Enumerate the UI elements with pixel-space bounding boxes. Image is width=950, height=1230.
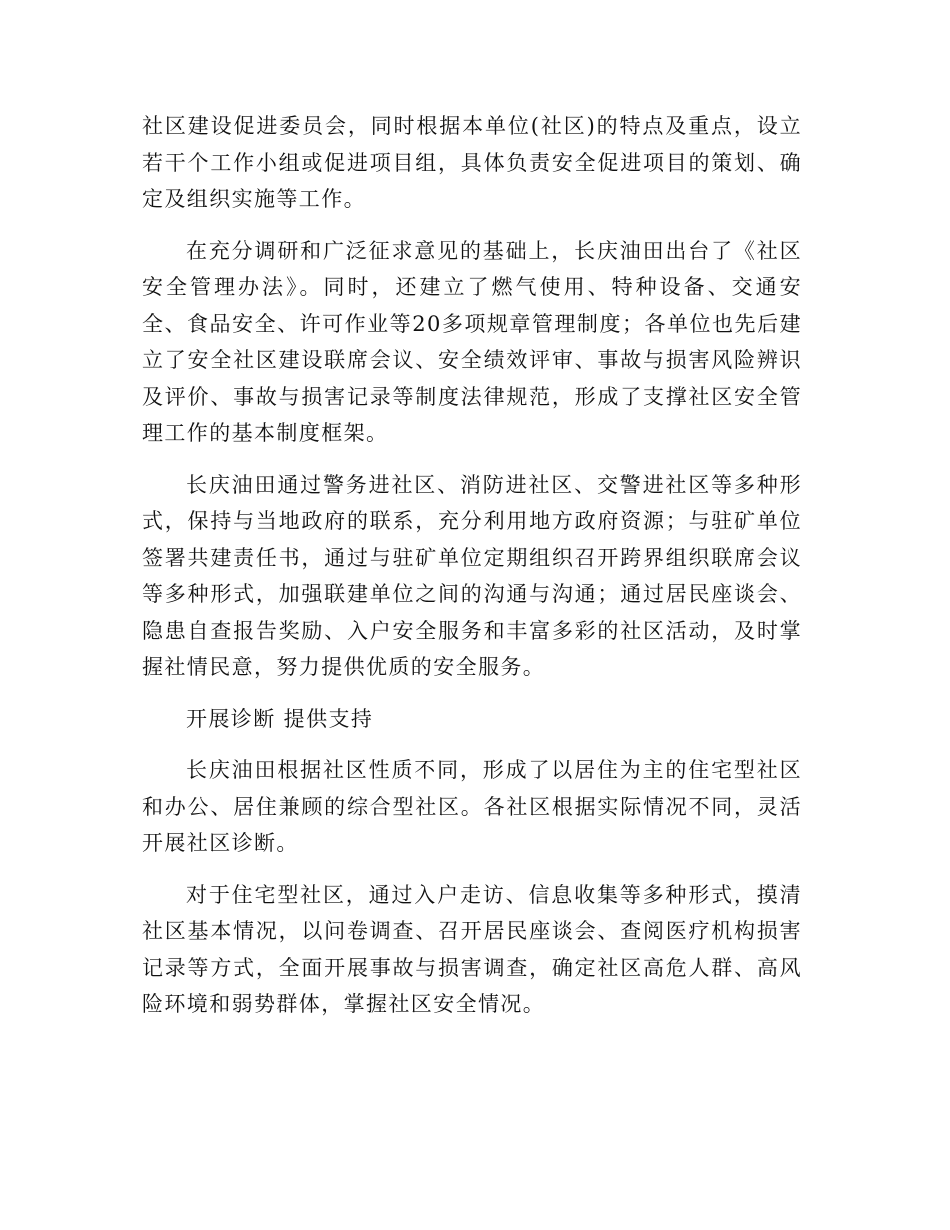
- paragraph-2: 在充分调研和广泛征求意见的基础上，长庆油田出台了《社区安全管理办法》。同时，还建立了燃气使用、特种设备、交通安全、食品安全、许可作业等20多项规章管理制度；各单位也先后建立了安全社区建设联席会议、安全绩效评审、事故与损害风险辨识及评价、事故与损害记录等制度法律规范，形成了支撑社区安全管理工作的基本制度框架。: [142, 238, 802, 445]
- paragraph-3: 长庆油田通过警务进社区、消防进社区、交警进社区等多种形式，保持与当地政府的联系，充分利用地方政府资源；与驻矿单位签署共建责任书，通过与驻矿单位定期组织召开跨界组织联席会议等多种形式，加强联建单位之间的沟通与沟通；通过居民座谈会、隐患自查报告奖励、入户安全服务和丰富多彩的社区活动，及时掌握社情民意，努力提供优质的安全服务。: [142, 472, 802, 679]
- paragraph-1: 社区建设促进委员会，同时根据本单位(社区)的特点及重点，设立若干个工作小组或促进项目组，具体负责安全促进项目的策划、确定及组织实施等工作。: [142, 114, 802, 211]
- paragraph-5: 对于住宅型社区，通过入户走访、信息收集等多种形式，摸清社区基本情况，以问卷调查、召开居民座谈会、查阅医疗机构损害记录等方式，全面开展事故与损害调查，确定社区高危人群、高风险环境和弱势群体，掌握社区安全情况。: [142, 882, 802, 1016]
- document-body: [142, 108, 802, 1038]
- paragraph-4: 长庆油田根据社区性质不同，形成了以居住为主的住宅型社区和办公、居住兼顾的综合型社区。各社区根据实际情况不同，灵活开展社区诊断。: [142, 758, 802, 855]
- section-heading: 开展诊断 提供支持: [186, 706, 374, 731]
